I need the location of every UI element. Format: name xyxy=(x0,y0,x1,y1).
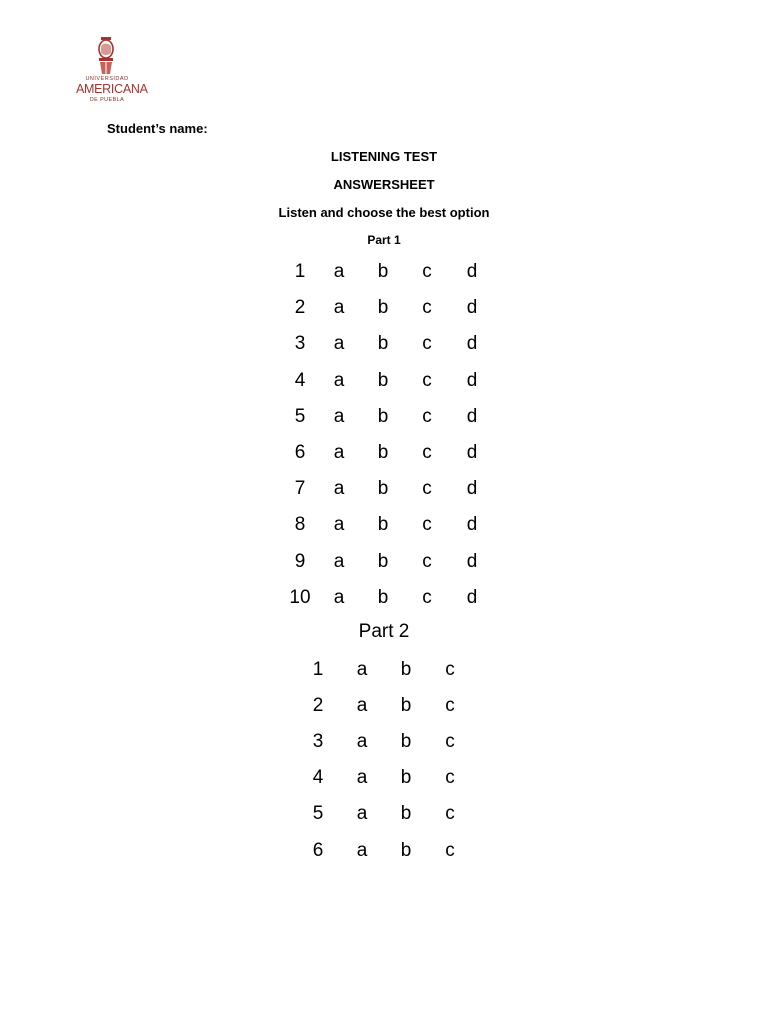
question-number: 4 xyxy=(294,369,306,391)
answer-option-b[interactable]: b xyxy=(377,550,389,572)
question-number: 9 xyxy=(294,550,306,572)
question-number: 4 xyxy=(312,767,324,789)
answer-option-c[interactable]: c xyxy=(422,369,432,391)
answer-option-b[interactable]: b xyxy=(400,803,412,825)
logo-emblem-icon xyxy=(95,36,117,76)
answer-option-b[interactable]: b xyxy=(400,767,412,789)
answer-option-c[interactable]: c xyxy=(422,405,432,427)
logo-text-main: AMERICANA xyxy=(76,82,148,96)
question-number: 2 xyxy=(312,695,324,717)
answer-option-a[interactable]: a xyxy=(333,369,345,391)
part1-question-row xyxy=(0,258,768,286)
answer-option-d[interactable]: d xyxy=(466,550,478,572)
part1-question-row xyxy=(0,584,768,612)
answer-option-a[interactable]: a xyxy=(333,261,345,282)
answer-option-a[interactable]: a xyxy=(356,839,368,861)
answer-option-b[interactable]: b xyxy=(400,659,412,680)
answer-option-c[interactable]: c xyxy=(422,297,432,319)
answer-option-a[interactable]: a xyxy=(333,297,345,319)
answer-option-d[interactable]: d xyxy=(466,369,478,391)
answer-option-d[interactable]: d xyxy=(466,333,478,355)
part2-question-row xyxy=(0,837,768,865)
logo-text-bottom: DE PUEBLA xyxy=(89,97,125,103)
answer-option-d[interactable]: d xyxy=(466,405,478,427)
answer-option-c[interactable]: c xyxy=(445,839,455,861)
answer-option-a[interactable]: a xyxy=(356,803,368,825)
answer-option-b[interactable]: b xyxy=(400,839,412,861)
answer-option-d[interactable]: d xyxy=(466,478,478,500)
answer-option-b[interactable]: b xyxy=(377,369,389,391)
answer-option-a[interactable]: a xyxy=(333,405,345,427)
answer-option-c[interactable]: c xyxy=(445,659,455,680)
part1-question-row xyxy=(0,475,768,503)
answer-option-b[interactable]: b xyxy=(377,442,389,463)
question-number: 2 xyxy=(294,297,306,319)
part2-question-row xyxy=(0,692,768,720)
instruction-text: Listen and choose the best option xyxy=(278,205,490,220)
answer-option-a[interactable]: a xyxy=(333,333,345,355)
part1-question-row xyxy=(0,439,768,467)
answer-option-a[interactable]: a xyxy=(333,478,345,500)
part2-question-row xyxy=(0,764,768,792)
answer-option-c[interactable]: c xyxy=(422,514,432,536)
part1-heading: Part 1 xyxy=(367,233,401,247)
answer-option-b[interactable]: b xyxy=(377,514,389,536)
answer-option-b[interactable]: b xyxy=(400,695,412,717)
part1-question-row xyxy=(0,294,768,322)
answer-option-b[interactable]: b xyxy=(377,297,389,319)
answer-option-c[interactable]: c xyxy=(445,803,455,825)
answer-option-b[interactable]: b xyxy=(377,405,389,427)
answer-option-d[interactable]: d xyxy=(466,586,478,608)
answer-option-a[interactable]: a xyxy=(333,442,345,463)
answer-option-a[interactable]: a xyxy=(356,695,368,717)
answer-option-c[interactable]: c xyxy=(422,550,432,572)
answer-option-a[interactable]: a xyxy=(333,550,345,572)
university-logo xyxy=(76,36,148,110)
question-number: 5 xyxy=(294,405,306,427)
question-number: 6 xyxy=(312,839,324,861)
part1-question-row xyxy=(0,548,768,576)
part2-question-row xyxy=(0,800,768,828)
part2-question-row xyxy=(0,728,768,756)
student-name-label: Student’s name: xyxy=(107,121,208,136)
question-number: 3 xyxy=(312,731,324,753)
answer-option-a[interactable]: a xyxy=(333,586,345,608)
logo-text-top: UNIVERSIDAD xyxy=(85,76,129,82)
answer-option-c[interactable]: c xyxy=(445,767,455,789)
part1-question-row xyxy=(0,330,768,358)
answer-option-c[interactable]: c xyxy=(422,333,432,355)
answer-option-c[interactable]: c xyxy=(422,261,432,282)
answer-option-a[interactable]: a xyxy=(356,731,368,753)
part2-heading: Part 2 xyxy=(358,621,410,642)
answer-option-b[interactable]: b xyxy=(377,478,389,500)
answer-option-b[interactable]: b xyxy=(377,333,389,355)
part1-question-row xyxy=(0,511,768,539)
answer-option-b[interactable]: b xyxy=(377,261,389,282)
answer-option-c[interactable]: c xyxy=(445,731,455,753)
answer-option-c[interactable]: c xyxy=(422,586,432,608)
answer-option-d[interactable]: d xyxy=(466,261,478,282)
part2-question-row xyxy=(0,656,768,684)
answer-option-c[interactable]: c xyxy=(422,442,432,463)
part1-question-row xyxy=(0,403,768,431)
answer-option-d[interactable]: d xyxy=(466,297,478,319)
question-number: 3 xyxy=(294,333,306,355)
answer-option-a[interactable]: a xyxy=(356,767,368,789)
answer-option-b[interactable]: b xyxy=(400,731,412,753)
question-number: 1 xyxy=(294,261,306,282)
answer-option-d[interactable]: d xyxy=(466,442,478,463)
answer-option-a[interactable]: a xyxy=(356,659,368,680)
answer-option-a[interactable]: a xyxy=(333,514,345,536)
question-number: 10 xyxy=(289,586,311,608)
page-title: LISTENING TEST xyxy=(330,149,438,164)
answer-option-c[interactable]: c xyxy=(445,695,455,717)
question-number: 8 xyxy=(294,514,306,536)
page-subtitle: ANSWERSHEET xyxy=(333,177,435,192)
question-number: 5 xyxy=(312,803,324,825)
answer-option-c[interactable]: c xyxy=(422,478,432,500)
question-number: 1 xyxy=(312,659,324,680)
answer-option-b[interactable]: b xyxy=(377,586,389,608)
answer-option-d[interactable]: d xyxy=(466,514,478,536)
question-number: 7 xyxy=(294,478,306,500)
question-number: 6 xyxy=(294,442,306,463)
part1-question-row xyxy=(0,367,768,395)
